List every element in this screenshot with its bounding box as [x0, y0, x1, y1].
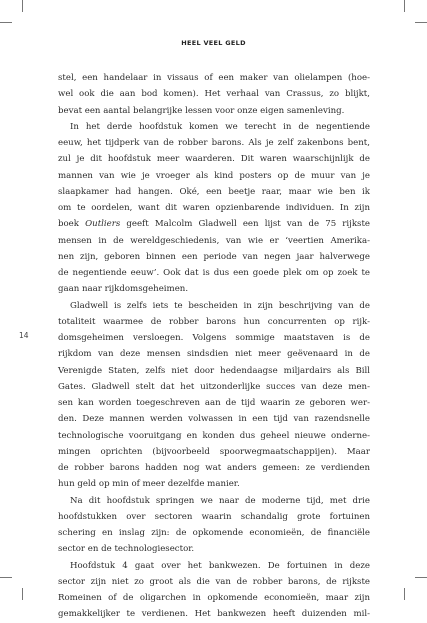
text-line: Gladwell is zelfs iets te bescheiden in zijn beschrijving van de: [70, 300, 370, 311]
text-line: mannen van wie je vroeger als kind posters op de muur van je: [58, 170, 370, 181]
text-line: hun geld op min of meer dezelfde manier.: [58, 479, 240, 490]
crop-mark-top-left: [0, 22, 12, 23]
text-line: gemakkelijker te verdienen. Het bankwezen heeft duizenden mil-: [58, 609, 370, 620]
text-line: In het derde hoofdstuk komen we terecht in de negentiende: [70, 121, 370, 132]
text-line: totaliteit waarmee de robber barons hun concurrenten op rijk-: [58, 316, 370, 327]
book-title: Outliers: [85, 219, 121, 230]
text-line: stel, een handelaar in vissaus of een maker van olielampen (hoe-: [58, 73, 370, 83]
text-line: technologische vooruitgang en konden dus geheel nieuwe onderne-: [58, 430, 370, 441]
page-number: 14: [19, 331, 29, 340]
text-line: rijkdom van deze mensen sindsdien niet meer geëvenaard in de: [58, 349, 370, 360]
text-line: mingen oprichten (bijvoorbeeld spoorwegmaatschappijen). Maar: [58, 446, 370, 457]
crop-mark-top-left-v: [22, 0, 23, 12]
text-line: slaapkamer had hangen. Oké, een beetje raar, maar wie ben ik: [58, 186, 370, 197]
text-line: Verenigde Staten, zelfs niet door hedendaagse miljardairs als Bill: [58, 365, 370, 376]
text-line: sector zijn niet zo groot als die van de robber barons, de rijkste: [58, 576, 370, 587]
text-line: de robber barons hadden nog wat anders gemeen: ze verdienden: [58, 463, 370, 473]
text-line: Hoofdstuk 4 gaat over het bankwezen. De fortuinen in deze: [70, 560, 370, 571]
text-line: bevat een aantal belangrijke lessen voor onze eigen samenleving.: [58, 105, 345, 116]
text-line-with-title: [58, 216, 370, 232]
crop-mark-bottom-right: [415, 577, 427, 578]
text-line: wel ook die aan bod komen). Het verhaal van Crassus, zo blijkt,: [58, 89, 370, 100]
crop-mark-top-right-v: [404, 0, 405, 12]
text-line: gaan naar rijkdomsgeheimen.: [58, 284, 189, 295]
crop-mark-bottom-left-v: [22, 588, 23, 600]
text-line: Na dit hoofdstuk springen we naar de moderne tijd, met drie: [70, 495, 370, 506]
text-line: om te oordelen, want dit waren opzienbarende individuen. In zijn: [58, 203, 370, 213]
running-head: HEEL VEEL GELD: [181, 39, 246, 47]
text-line: domsgeheimen versloegen. Volgens sommige maatstaven is de: [58, 333, 370, 343]
text-line: den. Deze mannen werden volwassen in een tijd van razendsnelle: [58, 414, 370, 425]
crop-mark-bottom-right-v: [404, 588, 405, 600]
text-line: schering en inslag zijn: de opkomende economieën, de financiële: [58, 528, 370, 538]
text-line: sector en de technologiesector.: [58, 544, 195, 555]
text-line: hoofdstukken over sectoren waarin schandalig grote fortuinen: [58, 511, 370, 522]
text-line: de negentiende eeuw’. Ook dat is dus een goede plek om op zoek te: [58, 268, 370, 278]
text-line: Gates. Gladwell stelt dat het uitzonderlijke succes van deze men-: [58, 381, 370, 392]
text-line: zul je dit hoofdstuk meer waarderen. Dit waren waarschijnlijk de: [58, 154, 370, 165]
crop-mark-top-right: [415, 22, 427, 23]
text-line: sen kan worden toegeschreven aan de tijd waarin ze geboren wer-: [58, 398, 370, 408]
crop-mark-bottom-left: [0, 577, 12, 578]
text-line: nen zijn, geboren binnen een periode van negen jaar halverwege: [58, 251, 370, 262]
text-line: mensen in de wereldgeschiedenis, van wie er ‘veertien Amerika-: [58, 235, 370, 246]
body-text: [58, 70, 370, 623]
text-line: Romeinen of de oligarchen in opkomende economieën, maar zijn: [58, 593, 370, 603]
text-fragment: boek: [58, 219, 86, 230]
text-fragment: geeft Malcolm Gladwell een lijst van de 75 rijkste: [120, 219, 370, 230]
text-line: eeuw, het tijdperk van de robber barons. Als je zelf zakenbons bent,: [58, 138, 370, 148]
